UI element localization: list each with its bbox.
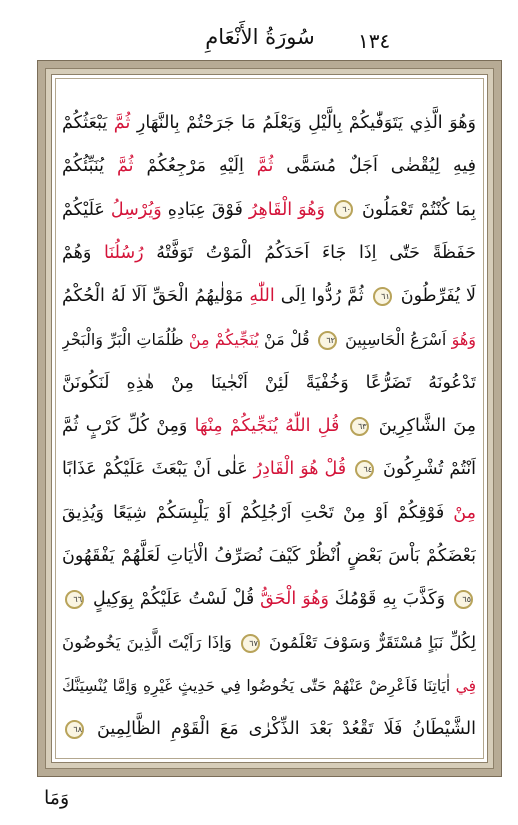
- verse-line: [62, 494, 476, 532]
- highlighted-word: يُنَجِّيكُمْ مِنْ: [188, 329, 259, 349]
- ayah-number-marker: ٦٣: [350, 417, 369, 436]
- ayah-number-marker: ٦٦: [65, 590, 84, 609]
- verse-text: مَوْلٰيهُمُ الْحَقِّ اَلَا لَهُ الْحُكْمُ: [62, 286, 250, 307]
- verse-text: عَلٰى اَنْ يَبْعَثَ عَلَيْكُمْ عَذَابًا: [62, 459, 254, 480]
- highlighted-word: قُلِ اللّٰهُ يُنَجِّيكُمْ مِنْهَا: [194, 416, 347, 437]
- page-header: [0, 0, 518, 60]
- verse-text: قُلْ لَسْتُ عَلَيْكُمْ بِوَكِيلٍ: [87, 589, 261, 610]
- ayah-number-marker: ٦٤: [355, 460, 374, 479]
- highlighted-word: وَهُوَ الْقَاهِرُ: [248, 199, 331, 220]
- catchword: وَمَا: [44, 787, 70, 809]
- quran-text-block: [62, 104, 476, 754]
- verse-text: فِيهِ لِيُقْضٰى اَجَلٌ مُسَمًّى: [273, 156, 476, 177]
- verse-text: اٰيَاتِنَا فَاَعْرِضْ عَنْهُمْ حَتّٰى يَخُوضُوا فِي حَدِيثٍ غَيْرِهِ وَاِمَّا يُنْسِيَنَّكَ: [62, 676, 456, 695]
- verse-text: وَمِنْ كُلِّ كَرْبٍ ثُمَّ: [62, 416, 195, 437]
- verse-text: وَهُمْ: [62, 242, 105, 263]
- highlighted-word: اللّٰهِ: [249, 286, 275, 307]
- verse-text: بَعْضَكُمْ بَاْسَ بَعْضٍ اُنْظُرْ كَيْفَ نُصَرِّفُ الْاٰيَاتِ لَعَلَّهُمْ يَفْقَهُونَ: [62, 546, 476, 566]
- verse-text: فَوْقَ عِبَادِهِ: [161, 199, 249, 220]
- ayah-number-marker: ٦٧: [241, 634, 260, 653]
- verse-line: [62, 537, 476, 575]
- highlighted-word: قُلْ هُوَ الْقَادِرُ: [253, 459, 353, 480]
- verse-line: [62, 277, 476, 315]
- verse-text: يَبْعَثُكُمْ: [62, 113, 114, 133]
- highlighted-word: ثُمَّ: [113, 113, 131, 133]
- verse-line: [62, 234, 476, 272]
- ayah-number-marker: ٦٨: [65, 720, 84, 739]
- verse-text: عَلَيْكُمْ: [62, 199, 111, 220]
- verse-line: [62, 407, 476, 445]
- ayah-number-marker: ٦٥: [454, 590, 473, 609]
- verse-text: اَنْتُمْ تُشْرِكُونَ: [377, 459, 476, 480]
- verse-line: [62, 147, 476, 185]
- highlighted-word: مِنْ: [453, 502, 476, 523]
- verse-line: [62, 321, 476, 359]
- verse-line: [62, 364, 476, 402]
- surah-title: سُورَةُ الأَنْعَامِ: [205, 25, 315, 49]
- ayah-number-marker: ٦٠: [334, 200, 353, 219]
- verse-line: [62, 450, 476, 488]
- verse-text: وَكَذَّبَ بِهِ قَوْمُكَ: [328, 589, 451, 610]
- highlighted-word: وَيُرْسِلُ: [110, 199, 162, 220]
- verse-text: وَاِذَا رَاَيْتَ الَّذِينَ يَخُوضُونَ: [62, 632, 238, 652]
- verse-text: اَسْرَعُ الْحَاسِبِينَ: [339, 329, 452, 349]
- ayah-number-marker: ٦٢: [318, 331, 337, 350]
- verse-text: حَفَظَةً حَتّٰى اِذَا جَاءَ اَحَدَكُمُ الْمَوْتُ تَوَفَّتْهُ: [143, 242, 476, 263]
- verse-line: [62, 624, 476, 662]
- verse-text: لَا يُفَرِّطُونَ: [394, 286, 476, 307]
- verse-text: لِكُلِّ نَبَاٍ مُسْتَقَرٌّ وَسَوْفَ تَعْلَمُونَ: [262, 632, 476, 652]
- verse-line: [62, 667, 476, 705]
- verse-text: بِمَا كُنْتُمْ تَعْمَلُونَ: [355, 199, 476, 220]
- verse-text: فَوْقِكُمْ اَوْ مِنْ تَحْتِ اَرْجُلِكُمْ اَوْ يَلْبِسَكُمْ شِيَعًا وَيُذِيقَ: [62, 502, 454, 523]
- highlighted-word: ثُمَّ: [256, 156, 274, 177]
- highlighted-word: وَهُوَ الْحَقُّ: [260, 589, 329, 610]
- verse-text: ظُلُمَاتِ الْبَرِّ وَالْبَحْرِ: [62, 329, 189, 349]
- highlighted-word: وَهُوَ: [451, 329, 476, 349]
- highlighted-word: رُسُلُنَا: [104, 242, 144, 263]
- highlighted-word: فِي: [455, 676, 476, 695]
- verse-text: الشَّيْطَانُ فَلَا تَقْعُدْ بَعْدَ الذِّكْرٰى مَعَ الْقَوْمِ الظَّالِمِينَ: [87, 719, 476, 740]
- verse-text: يُنَبِّئُكُمْ: [62, 156, 117, 177]
- verse-text: قُلْ مَنْ: [258, 329, 315, 349]
- ayah-number-marker: ٦١: [373, 287, 392, 306]
- verse-line: [62, 710, 476, 748]
- verse-line: [62, 104, 476, 142]
- highlighted-word: ثُمَّ: [116, 156, 134, 177]
- verse-text: مِنَ الشَّاكِرِينَ: [371, 416, 476, 437]
- verse-text: ثُمَّ رُدُّوا اِلَى: [274, 286, 370, 307]
- verse-text: تَدْعُونَهُ تَضَرُّعًا وَخُفْيَةً لَئِنْ اَنْجٰينَا مِنْ هٰذِهِ لَنَكُونَنَّ: [62, 372, 476, 393]
- verse-text: اِلَيْهِ مَرْجِعُكُمْ: [133, 156, 257, 177]
- page-number: ١٣٤: [358, 29, 391, 53]
- verse-line: [62, 580, 476, 618]
- verse-line: [62, 191, 476, 229]
- verse-text: وَهُوَ الَّذِي يَتَوَفّٰيكُمْ بِالَّيْلِ وَيَعْلَمُ مَا جَرَحْتُمْ بِالنَّهَارِ: [130, 113, 476, 133]
